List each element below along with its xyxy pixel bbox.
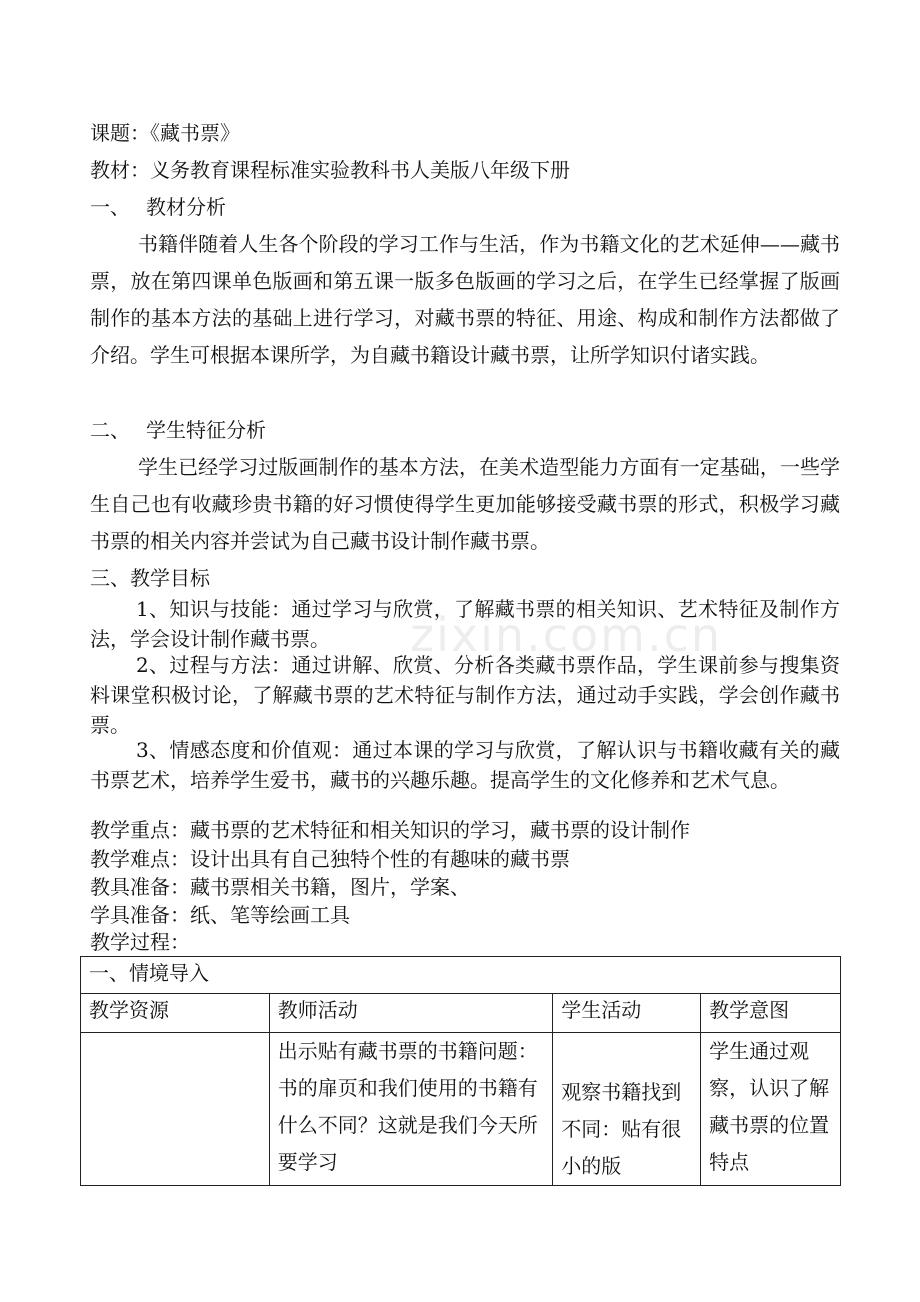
section-paragraph-1: 书籍伴随着人生各个阶段的学习工作与生活，作为书籍文化的艺术延伸——藏书票，放在第四课单色版画和第五课一版多色版画的学习之后，在学生已经掌握了版画制作的基本方法的基础上进行学习，对藏书票的特征、用途、构成和制作方法都做了介绍。学生可根据本课所学，为自藏书籍设计藏书票，让所学知识付诸实践。 xyxy=(90,232,840,367)
table-section-header: 一、情境导入 xyxy=(81,957,841,994)
material-line: 教材：义务教育课程标准实验教科书人美版八年级下册 xyxy=(90,158,570,182)
table-header-row xyxy=(81,994,841,1033)
table-section-row xyxy=(81,957,841,994)
key-point: 教学重点：藏书票的艺术特征和相关知识的学习，藏书票的设计制作 xyxy=(90,818,690,842)
section-label: 学生特征分析 xyxy=(146,418,266,442)
teaching-intent-cell: 学生通过观察，认识了解藏书票的位置特点 xyxy=(701,1033,841,1186)
goal-process: 2、过程与方法：通过讲解、欣赏、分析各类藏书票作品，学生课前参与搜集资料课堂积极讨论，了解藏书票的艺术特征与制作方法，通过动手实践，学会创作藏书票。 xyxy=(90,653,840,737)
column-header: 学生活动 xyxy=(553,994,701,1033)
process-table xyxy=(80,956,841,1186)
process-label: 教学过程： xyxy=(90,930,190,954)
section-heading-1 xyxy=(90,197,226,217)
difficulty: 教学难点：设计出具有自己独特个性的有趣味的藏书票 xyxy=(90,847,570,871)
student-tools: 学具准备：纸、笔等绘画工具 xyxy=(90,903,350,927)
column-header: 教师活动 xyxy=(269,994,553,1033)
lesson-title: 课题：《藏书票》 xyxy=(90,121,240,145)
watermark: zixin.com.cn xyxy=(410,608,723,662)
goal-knowledge: 1、知识与技能：通过学习与欣赏，了解藏书票的相关知识、艺术特征及制作方法，学会设计制作藏书票。 xyxy=(90,597,840,651)
section-heading-3: 三、教学目标 xyxy=(90,566,210,590)
column-header: 教学意图 xyxy=(701,994,841,1033)
column-header: 教学资源 xyxy=(81,994,270,1033)
table-row xyxy=(81,1033,841,1186)
goal-attitude: 3、情感态度和价值观：通过本课的学习与欣赏，了解认识与书籍收藏有关的藏书票艺术，培养学生爱书，藏书的兴趣乐趣。提高学生的文化修养和艺术气息。 xyxy=(90,738,840,792)
section-number: 一、 xyxy=(90,195,130,219)
section-paragraph-2: 学生已经学习过版画制作的基本方法，在美术造型能力方面有一定基础，一些学生自己也有收藏珍贵书籍的好习惯使得学生更加能够接受藏书票的形式，积极学习藏书票的相关内容并尝试为自己藏书设计制作藏书票。 xyxy=(90,455,840,553)
resource-cell xyxy=(81,1033,270,1186)
section-number: 二、 xyxy=(90,418,130,442)
teacher-activity-cell: 出示贴有藏书票的书籍问题：书的扉页和我们使用的书籍有什么不同？这就是我们今天所要学习 xyxy=(269,1033,553,1186)
student-activity-cell: 观察书籍找到不同：贴有很小的版 xyxy=(553,1033,701,1186)
section-heading-2 xyxy=(90,420,266,440)
teacher-tools: 教具准备：藏书票相关书籍，图片，学案、 xyxy=(90,875,470,899)
section-label: 教材分析 xyxy=(146,195,226,219)
